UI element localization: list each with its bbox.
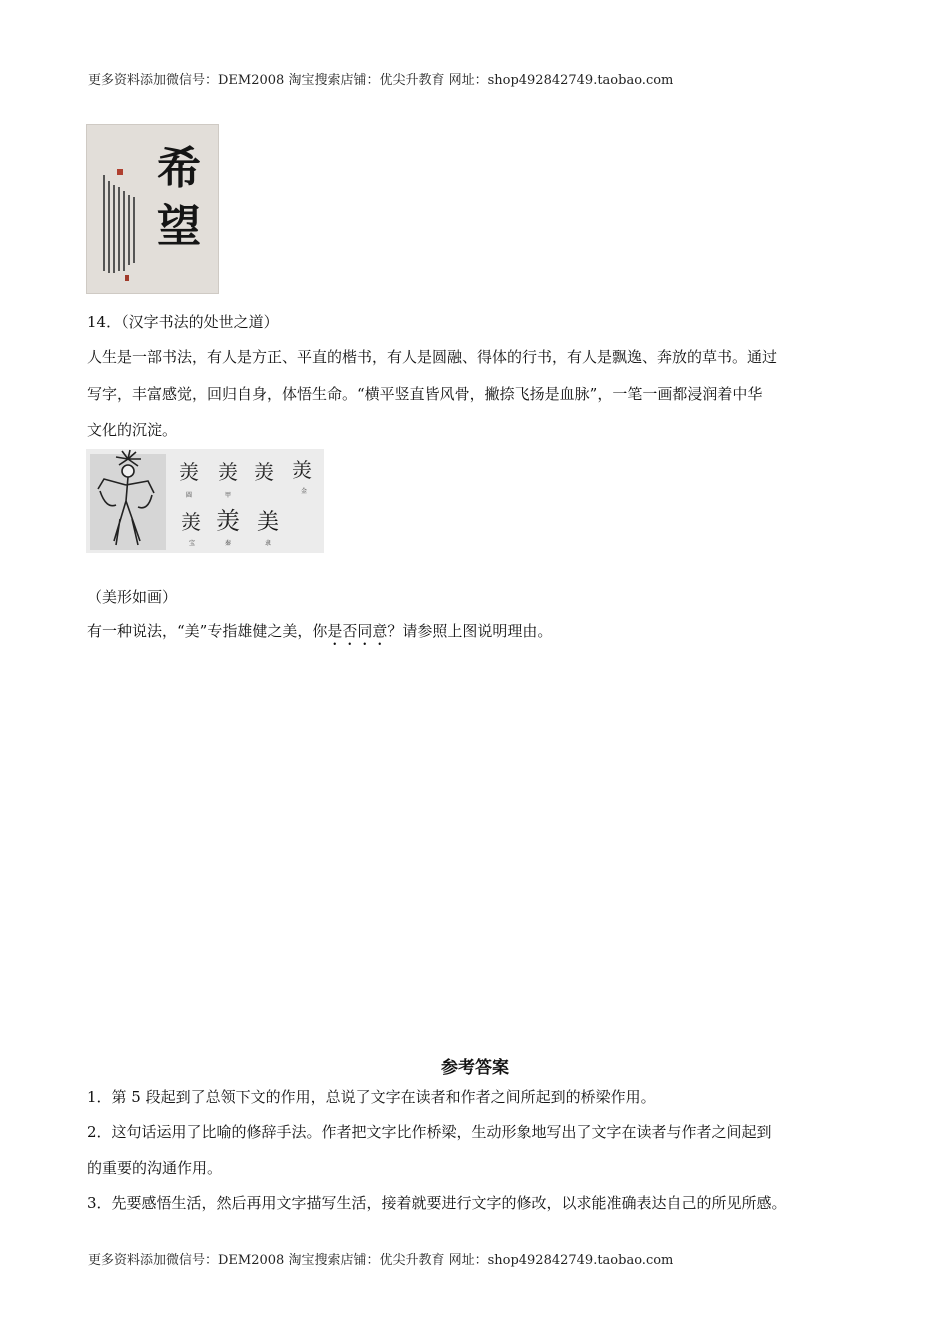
question-14-line-1: 人生是一部书法，有人是方正、平直的楷书，有人是圆融、得体的行书，有人是飘逸、奔放的草书。通过: [87, 348, 778, 366]
question-14-heading: [87, 311, 279, 332]
calligraphy-image: [86, 124, 219, 294]
modern-mei-glyph: 美: [256, 510, 280, 535]
mei-question-text-before: 有一种说法，“美”专指雄健之美，你: [87, 622, 328, 640]
svg-text:圆: 圆: [185, 492, 193, 499]
svg-text:宝: 宝: [188, 540, 196, 547]
answer-2-line-2: 的重要的沟通作用。: [87, 1159, 223, 1177]
calligraphy-scroll-drawing: [87, 125, 218, 293]
question-14-line-3: 文化的沉淀。: [87, 421, 178, 439]
svg-text:隶: 隶: [264, 540, 272, 547]
mei-evolution-drawing: [86, 449, 324, 553]
answer-1: 1．第 5 段起到了总领下文的作用，总说了文字在读者和作者之间所起到的桥梁作用。: [87, 1088, 656, 1106]
svg-text:羙: 羙: [216, 507, 240, 535]
red-seal-icon: [117, 169, 123, 175]
mei-question-emphasis: 是否同意: [327, 622, 388, 640]
answer-3: 3．先要感悟生活，然后再用文字描写生活，接着就要进行文字的修改，以求能准确表达自己的所见所感。: [87, 1194, 787, 1212]
question-title: （汉字书法的处世之道）: [121, 313, 279, 331]
question-14-line-2: 写字，丰富感觉，回归自身，体悟生命。“横平竖直皆风骨，撇捺飞扬是血脉”，一笔一画都浸润着中华: [87, 385, 763, 403]
answers-title: 参考答案: [441, 1058, 509, 1078]
page-footer-text: 更多资料添加微信号：DEM2008 淘宝搜索店铺：优尖升教育 网址：shop492842749.taobao.com: [88, 1253, 674, 1268]
svg-text:羙: 羙: [179, 460, 199, 484]
answer-2-line-1: 2．这句话运用了比喻的修辞手法。作者把文字比作桥梁，生动形象地写出了文字在读者与作者之间起到: [87, 1123, 772, 1141]
calligraphy-char-2: 望: [157, 201, 201, 252]
svg-text:秦: 秦: [224, 540, 232, 547]
svg-text:羙: 羙: [292, 458, 312, 482]
svg-text:羙: 羙: [181, 510, 201, 534]
page-header-text: 更多资料添加微信号：DEM2008 淘宝搜索店铺：优尖升教育 网址：shop492842749.taobao.com: [88, 73, 674, 88]
mei-evolution-image: [86, 449, 324, 553]
mei-question-text-after: ？请参照上图说明理由。: [387, 622, 553, 640]
svg-text:甲: 甲: [224, 492, 232, 499]
svg-text:金: 金: [300, 488, 308, 495]
mei-subtitle: （美形如画）: [87, 588, 178, 606]
svg-text:羙: 羙: [218, 460, 238, 484]
svg-text:羙: 羙: [254, 460, 274, 484]
question-number: 14．: [87, 313, 122, 331]
calligraphy-char-1: 希: [157, 143, 201, 194]
mei-question: [87, 620, 552, 649]
